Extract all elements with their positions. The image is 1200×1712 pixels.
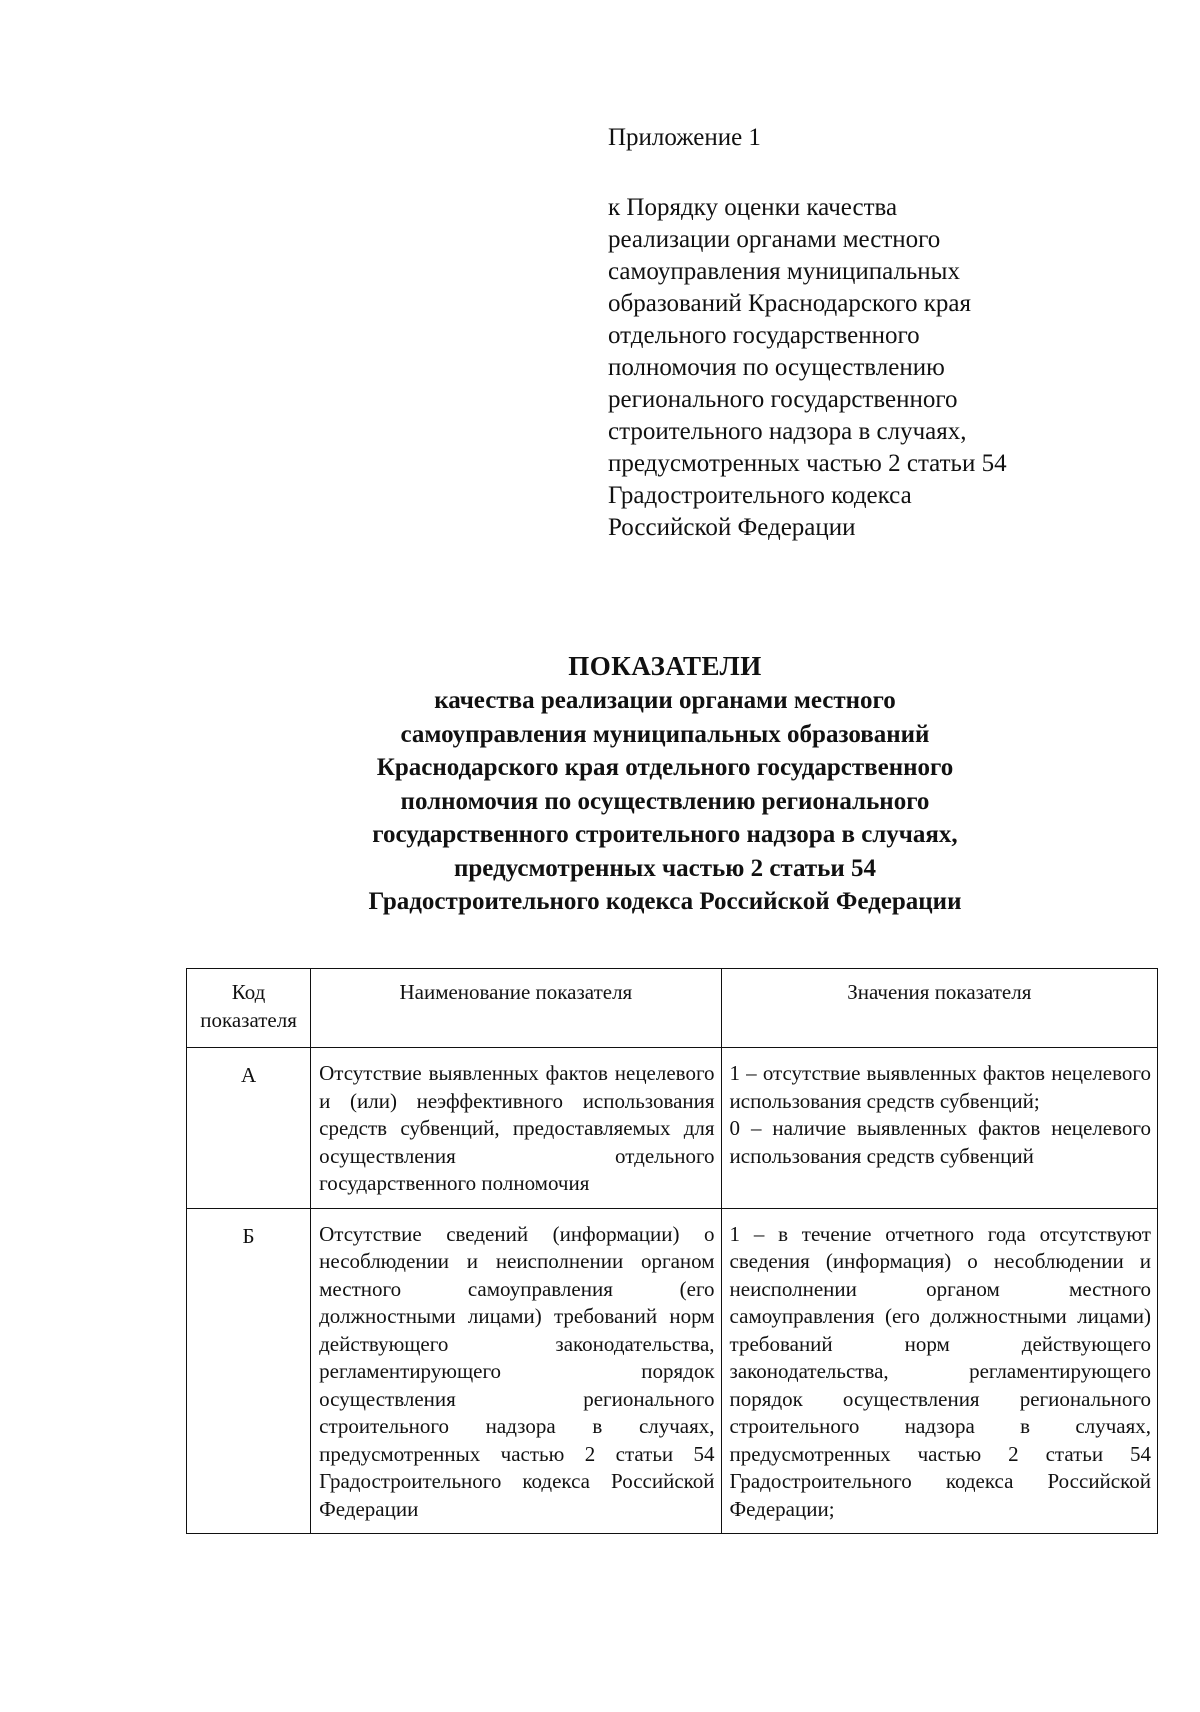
indicator-values [721,1048,1157,1209]
indicators-table [186,968,1158,1534]
header-value: Значения показателя [721,969,1157,1048]
indicator-values [721,1208,1157,1534]
heading-title: ПОКАЗАТЕЛИ [568,651,762,681]
annex-line: предусмотренных частью 2 статьи 54 [608,450,1007,477]
annex-line: реализации органами местного [608,226,941,253]
indicator-name-text: Отсутствие сведений (информации) о несоблюдении и неисполнении органом местного самоуправления (его должностными лицами) требований норм действующего законодательства, регламентирующего порядок осуществления регионального строительного надзора в случаях, предусмотренных частью 2 статьи 54 Градостроительного кодекса Российской Федерации [319,1221,715,1521]
document-heading [230,648,1100,919]
annex-reference [608,122,1088,544]
heading-line: самоуправления муниципальных образований [400,720,930,748]
annex-line: Российской Федерации [608,514,856,541]
heading-line: Градостроительного кодекса Российской Федерации [368,888,962,915]
annex-line: отдельного государственного [608,322,920,349]
heading-line: предусмотренных частью 2 статьи 54 [453,854,877,882]
annex-label: Приложение 1 [608,124,761,151]
indicator-value: 1 – отсутствие выявленных фактов нецелевого использования средств субвенций; [729,1061,1151,1113]
heading-line: качества реализации органами местного [434,687,896,714]
indicator-name [311,1048,721,1209]
heading-line: Краснодарского края отдельного государственного [376,754,954,781]
annex-line: полномочия по осуществлению [608,354,945,381]
indicator-name [311,1208,721,1534]
annex-line: Градостроительного кодекса [608,482,912,509]
annex-line: к Порядку оценки качества [608,194,898,221]
table-row [187,1048,1158,1209]
indicator-name-text: Отсутствие выявленных фактов нецелевого и (или) неэффективного использования средств субвенций, предоставляемых для осуществления отдельного государственного полномочия [319,1061,715,1195]
heading-line: государственного строительного надзора в случаях, [372,821,958,848]
table-header-row [187,969,1158,1048]
header-code: Код показателя [187,969,311,1048]
table-row [187,1208,1158,1534]
header-name: Наименование показателя [311,969,721,1048]
annex-description [608,192,1088,544]
annex-line: строительного надзора в случаях, [608,418,967,445]
annex-line: регионального государственного [608,386,958,413]
annex-line: самоуправления муниципальных [608,258,960,285]
annex-line: образований Краснодарского края [608,290,971,317]
heading-line: полномочия по осуществлению регионального [400,787,930,815]
indicator-value: 0 – наличие выявленных фактов нецелевого использования средств субвенций [729,1116,1151,1168]
indicator-code: А [187,1048,311,1209]
indicator-value: 1 – в течение отчетного года отсутствуют сведения (информация) о несоблюдении и неисполнении органом местного самоуправления (его должностными лицами) требований норм действующего законодательства, регламентирующего порядок осуществления регионального строительного надзора в случаях, предусмотренных частью 2 статьи 54 Градостроительного кодекса Российской Федерации; [729,1221,1151,1521]
indicator-code: Б [187,1208,311,1534]
